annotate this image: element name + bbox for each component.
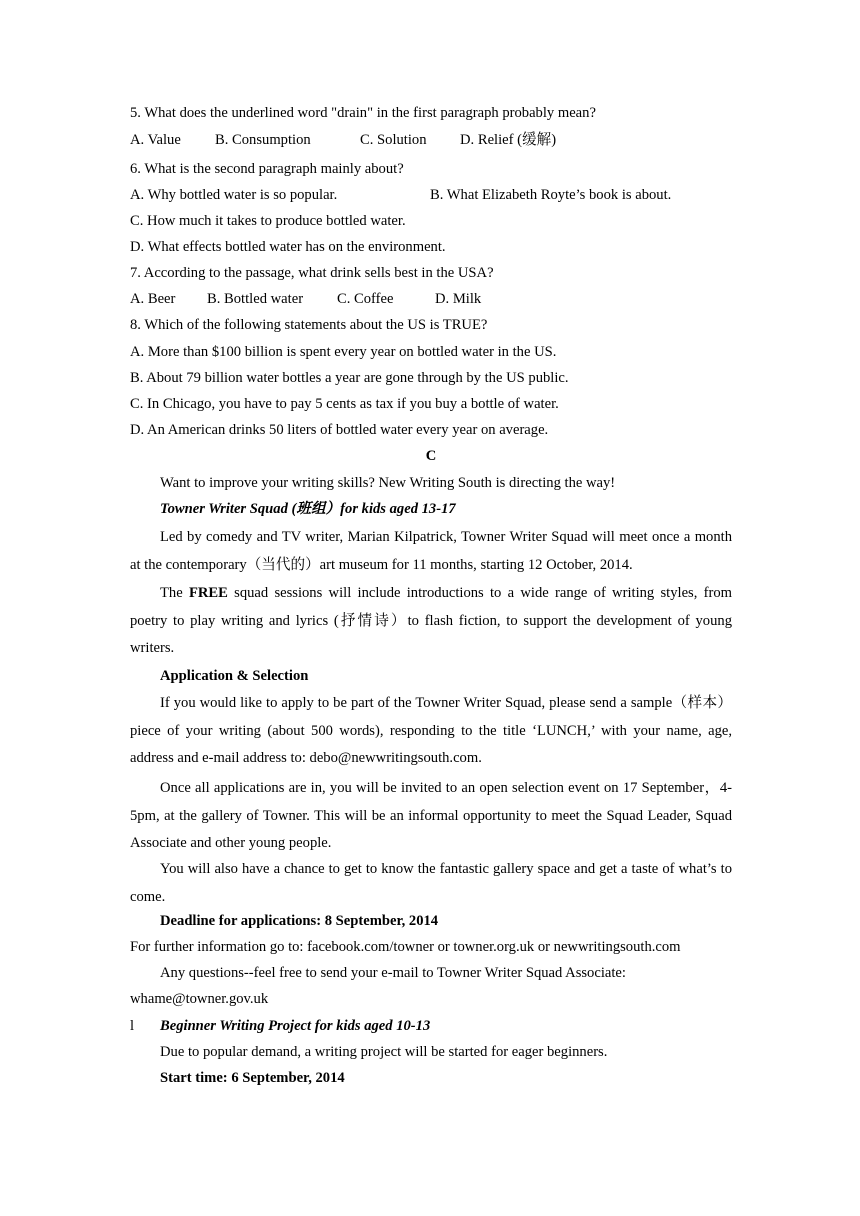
paragraph-led-by: Led by comedy and TV writer, Marian Kilpatrick, Towner Writer Squad will meet once a month at the contemporary（当代的）art museum for 11 months, starting 12 October, 2014. — [130, 529, 732, 573]
q7-option-a: A. Beer — [130, 291, 176, 307]
q6-option-c: C. How much it takes to produce bottled water. — [130, 213, 406, 229]
q8-option-b: B. About 79 billion water bottles a year are gone through by the US public. — [130, 370, 569, 386]
question-6-options-ab — [130, 185, 732, 205]
section-letter-c: C — [425, 448, 437, 464]
q6-option-d: D. What effects bottled water has on the environment. — [130, 239, 446, 255]
further-info-text: For further information go to: facebook.com/towner or towner.org.uk or newwritingsouth.com — [130, 939, 681, 955]
q5-option-d: D. Relief (缓解) — [460, 132, 557, 148]
passage-intro: Want to improve your writing skills? New Writing South is directing the way! — [160, 475, 616, 491]
paragraph-free-sessions — [130, 580, 732, 663]
q6-option-b: B. What Elizabeth Royte’s book is about. — [430, 187, 672, 203]
q5-option-c: C. Solution — [360, 132, 427, 148]
paragraph-selection-event: Once all applications are in, you will be invited to an open selection event on 17 September，4-5pm, at the gallery of Towner. This will be an informal opportunity to meet the Squad Leader, Squad Associate and other young people. — [130, 780, 732, 851]
questions-contact-line: Any questions--feel free to send your e-mail to Towner Writer Squad Associate: — [160, 965, 626, 981]
application-heading: Application & Selection — [160, 668, 309, 684]
squad-heading: Towner Writer Squad (班组）for kids aged 13-17 — [160, 501, 456, 517]
q6-option-a: A. Why bottled water is so popular. — [130, 187, 338, 203]
question-5-options — [130, 130, 732, 150]
q7-option-c: C. Coffee — [337, 291, 394, 307]
q7-option-d: D. Milk — [435, 291, 482, 307]
deadline-text: Deadline for applications: 8 September, 2014 — [160, 913, 439, 929]
bullet-marker: l — [130, 1018, 135, 1034]
beginner-heading: Beginner Writing Project for kids aged 10-13 — [160, 1018, 431, 1034]
free-bold: FREE — [188, 585, 228, 601]
contact-email: whame@towner.gov.uk — [130, 991, 269, 1007]
free-post: squad sessions will include introductions to a wide range of writing styles, from poetry to play writing and lyrics (抒情诗）to flash fiction, to support the development of young writers. — [130, 585, 732, 656]
question-7-options — [130, 289, 732, 309]
q5-option-a: A. Value — [130, 132, 181, 148]
q8-option-d: D. An American drinks 50 liters of bottled water every year on average. — [130, 422, 549, 438]
q8-option-c: C. In Chicago, you have to pay 5 cents as tax if you buy a bottle of water. — [130, 396, 559, 412]
q8-option-a: A. More than $100 billion is spent every year on bottled water in the US. — [130, 344, 557, 360]
paragraph-apply: If you would like to apply to be part of the Towner Writer Squad, please send a sample（样本） piece of your writing (about 500 words), responding to the title ‘LUNCH,’ with your name, age, address and e-mail address to: debo@newwritingsouth.com. — [130, 695, 732, 766]
q5-option-b: B. Consumption — [215, 132, 311, 148]
paragraph-gallery-chance: You will also have a chance to get to know the fantastic gallery space and get a taste of what’s to come. — [130, 861, 732, 905]
beginner-description: Due to popular demand, a writing project will be started for eager beginners. — [160, 1044, 608, 1060]
question-5-stem: 5. What does the underlined word "drain" in the first paragraph probably mean? — [130, 105, 596, 121]
start-time: Start time: 6 September, 2014 — [160, 1070, 345, 1086]
q7-option-b: B. Bottled water — [207, 291, 304, 307]
question-6-stem: 6. What is the second paragraph mainly about? — [130, 161, 404, 177]
free-pre: The — [160, 585, 189, 601]
question-7-stem: 7. According to the passage, what drink sells best in the USA? — [130, 265, 494, 281]
question-8-stem: 8. Which of the following statements about the US is TRUE? — [130, 317, 488, 333]
